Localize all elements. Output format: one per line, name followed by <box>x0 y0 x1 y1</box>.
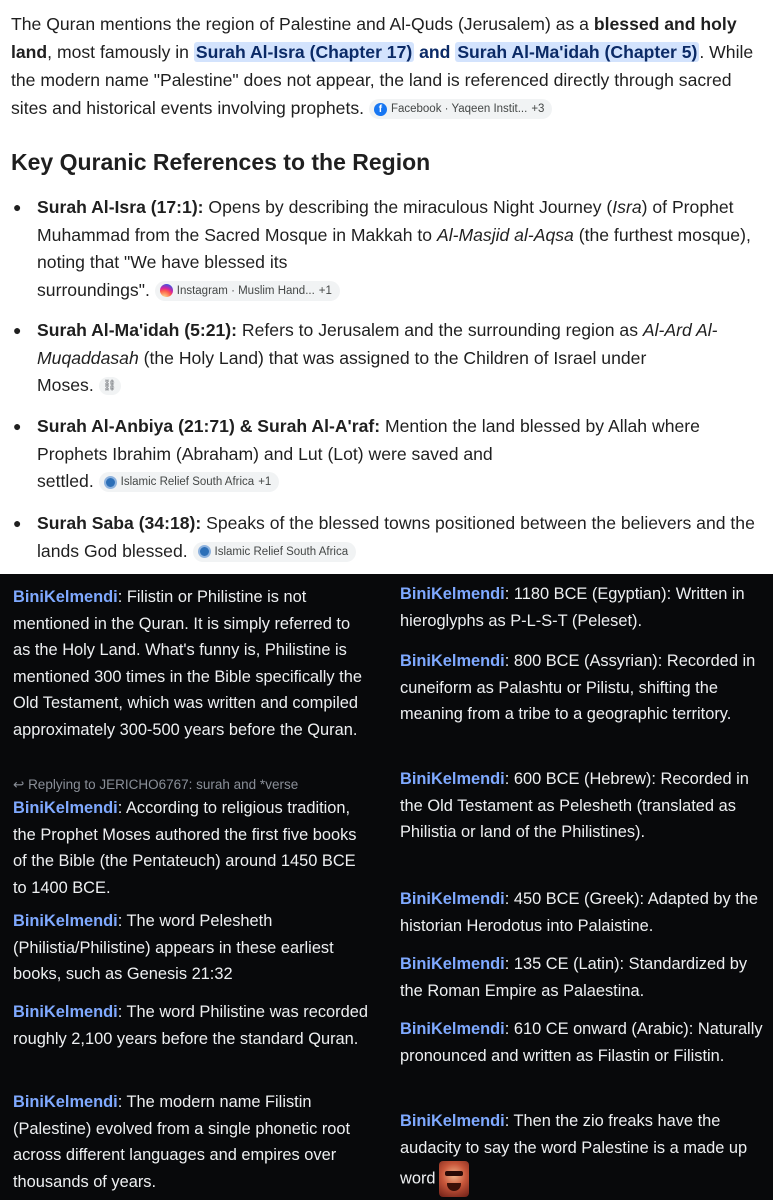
intro-paragraph <box>11 10 763 122</box>
intro-text: . While the modern name "Palestine" does not appear, the land is referenced directly through sacred sites and historical events involving prophets. <box>11 42 754 118</box>
emote-icon <box>439 1161 469 1197</box>
bullet-text: settled. <box>37 471 94 491</box>
bullet-text: Opens by describing the miraculous Night Journey ( <box>203 197 613 217</box>
reply-icon: ↩ <box>13 777 29 792</box>
chat-username[interactable]: BiniKelmendi <box>400 652 505 670</box>
bullet-text: Refers to Jerusalem and the surrounding region as <box>237 320 643 340</box>
bullet-italic: Al-Masjid al-Aqsa <box>436 224 574 245</box>
chat-text: Filistin or Philistine is not mentioned in the Quran. It is simply referred to as the Holy Land. What's funny is, Philistine is mentioned 300 times in the Bible specifically the Old Testament, which was written and compiled approximately 300-500 years before the Quran. <box>13 588 362 739</box>
bullet-title: Surah Saba (34:18): <box>37 513 202 533</box>
chat-username[interactable]: BiniKelmendi <box>400 890 505 908</box>
intro-text: The Quran mentions the region of Palestine and Al-Quds (Jerusalem) as a <box>11 14 594 34</box>
chat-username[interactable]: BiniKelmendi <box>13 799 118 817</box>
chat-text: 800 BCE (Assyrian): Recorded in cuneiform as Palashtu or Pilistu, shifting the meaning from a tribe to a geographic territory. <box>400 652 756 723</box>
bullet-icon: ● <box>13 199 22 215</box>
source-chip-label: Islamic Relief South Africa <box>214 545 349 558</box>
chat-colon: : <box>504 955 514 973</box>
chat-text: Then the zio freaks have the audacity to say the word Palestine is a made up word <box>400 1112 748 1188</box>
source-chip-label: Instagram · Muslim Hand... <box>176 284 315 297</box>
intro-text: , most famously in <box>47 42 194 62</box>
source-chip-label: Islamic Relief South Africa <box>120 476 255 489</box>
chat-username[interactable]: BiniKelmendi <box>400 955 505 973</box>
source-chip-count: +3 <box>531 103 545 116</box>
bullet-text: ) of Prophet Muhammad from the Sacred Mosque in Makkah to <box>37 197 734 245</box>
bullet-icon: ● <box>13 322 22 338</box>
highlight-connector: and <box>414 42 456 62</box>
chat-username[interactable]: BiniKelmendi <box>13 588 118 606</box>
bullet-text: Moses. <box>37 375 94 395</box>
chat-colon: : <box>504 652 514 670</box>
highlight-surah-isra[interactable]: Surah Al-Isra (Chapter 17) <box>195 42 413 62</box>
chat-username[interactable]: BiniKelmendi <box>400 1112 505 1130</box>
reply-indicator[interactable] <box>13 776 298 794</box>
chat-message <box>400 648 768 728</box>
chat-text: According to religious tradition, the Prophet Moses authored the first five books of the Bible (the Pentateuch) around 1450 BCE to 1400 BCE. <box>13 799 357 897</box>
chat-message <box>400 886 768 939</box>
bullet-icon: ● <box>13 515 22 531</box>
instagram-icon <box>160 284 173 297</box>
chat-message <box>13 999 371 1052</box>
source-chip-count: +1 <box>258 476 272 489</box>
bullet-title: Surah Al-Anbiya (21:71) & Surah Al-A'raf: <box>37 416 381 436</box>
chat-colon: : <box>504 1020 514 1038</box>
chat-message <box>400 1016 768 1069</box>
chat-message <box>400 951 768 1004</box>
source-chip[interactable] <box>193 542 357 562</box>
chat-colon: : <box>117 1003 127 1021</box>
chat-text: 600 BCE (Hebrew): Recorded in the Old Testament as Pelesheth (translated as Philistia or land of the Philistines). <box>400 770 749 841</box>
chat-colon: : <box>117 799 126 817</box>
bullet-text: (the furthest mosque), noting that "We have blessed its <box>37 224 751 272</box>
bullet-text: (the Holy Land) that was assigned to the Children of Israel under <box>138 347 647 368</box>
chat-text: 1180 BCE (Egyptian): Written in hieroglyphs as P-L-S-T (Peleset). <box>400 585 745 630</box>
chat-colon: : <box>504 890 514 908</box>
bullet-text: Mention the land blessed by Allah where Prophets Ibrahim (Abraham) and Lut (Lot) were saved and <box>37 416 700 464</box>
chat-text: 610 CE onward (Arabic): Naturally pronounced and written as Filastin or Filistin. <box>400 1020 763 1065</box>
reply-text: Replying to JERICHO6767: surah and *verse <box>28 777 299 792</box>
chat-message <box>400 581 768 634</box>
chat-colon: : <box>117 588 127 606</box>
chat-text: 135 CE (Latin): Standardized by the Roman Empire as Palaestina. <box>400 955 748 1000</box>
chat-text: The word Philistine was recorded roughly 2,100 years before the standard Quran. <box>13 1003 368 1048</box>
bullet-text: surroundings". <box>37 279 150 300</box>
chat-username[interactable]: BiniKelmendi <box>400 770 505 788</box>
bullet-title: Surah Al-Isra (17:1): <box>37 197 204 217</box>
chat-colon: : <box>504 770 514 788</box>
chat-username[interactable]: BiniKelmendi <box>400 585 505 603</box>
bullet-text: Speaks of the blessed towns positioned between the believers and the lands God blessed. <box>37 513 755 561</box>
chat-colon: : <box>504 585 514 603</box>
chat-message <box>400 766 768 846</box>
chat-colon: : <box>117 1093 127 1111</box>
chat-username[interactable]: BiniKelmendi <box>400 1020 505 1038</box>
intro-bold-text: blessed and holy land <box>11 14 737 62</box>
islamic-relief-icon <box>104 476 117 489</box>
source-chip[interactable] <box>369 99 553 119</box>
source-chip-label: Facebook · Yaqeen Instit... <box>390 103 528 116</box>
source-chip-count: +1 <box>318 284 332 297</box>
bullet-icon: ● <box>13 418 22 434</box>
chat-message <box>13 1089 371 1195</box>
chat-message <box>400 1108 768 1197</box>
bullet-italic: Al-Ard Al-Muqaddasah <box>37 320 718 368</box>
ai-answer-panel <box>0 0 773 574</box>
chat-colon: : <box>117 912 127 930</box>
link-icon[interactable]: ⛓ <box>99 377 121 395</box>
bullet-italic: Isra <box>612 197 642 217</box>
chat-message <box>13 795 371 901</box>
chat-text: The modern name Filistin (Palestine) evolved from a single phonetic root across different languages and empires over thousands of years. <box>13 1093 351 1191</box>
source-chip[interactable] <box>99 472 280 492</box>
islamic-relief-icon <box>198 545 211 558</box>
chat-message <box>13 908 371 988</box>
bullet-title: Surah Al-Ma'idah (5:21): <box>37 320 238 340</box>
chat-text: The word Pelesheth (Philistia/Philistine) appears in these earliest books, such as Genesis 21:32 <box>13 912 334 983</box>
chat-message <box>13 584 371 743</box>
highlight-surah-maidah[interactable]: Surah Al-Ma'idah (Chapter 5) <box>457 42 698 62</box>
facebook-icon: f <box>374 103 387 116</box>
source-chip[interactable] <box>155 281 340 301</box>
chat-username[interactable]: BiniKelmendi <box>13 912 118 930</box>
chat-colon: : <box>504 1112 514 1130</box>
chat-panel <box>0 574 773 1200</box>
section-heading: Key Quranic References to the Region <box>11 149 431 175</box>
chat-username[interactable]: BiniKelmendi <box>13 1003 118 1021</box>
chat-text: 450 BCE (Greek): Adapted by the historian Herodotus into Palaistine. <box>400 890 759 935</box>
chat-username[interactable]: BiniKelmendi <box>13 1093 118 1111</box>
